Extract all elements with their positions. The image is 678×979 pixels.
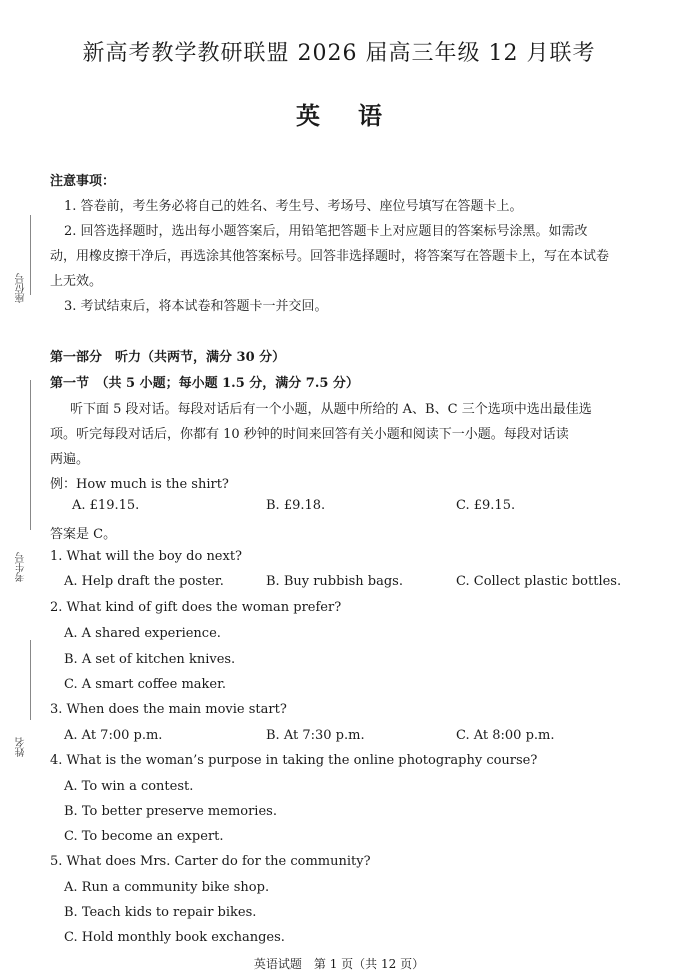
notice-heading: 注意事项： <box>50 174 116 189</box>
option-b: B. At 7:30 p.m. <box>266 728 365 743</box>
notice-item: 上无效。 <box>50 274 103 289</box>
option-b: B. £9.18. <box>266 498 326 513</box>
question-4: 4. What is the woman’s purpose in taking the online photography course? <box>50 753 538 768</box>
question-1: 1. What will the boy do next? <box>50 549 243 564</box>
question-2: 2. What kind of gift does the woman prefer? <box>50 600 342 615</box>
option-b: B. Teach kids to repair bikes. <box>64 905 257 920</box>
option-c: C. Collect plastic bottles. <box>456 574 622 589</box>
option-c: C. Hold monthly book exchanges. <box>64 930 285 945</box>
example-question: 例：How much is the shirt? <box>50 477 229 492</box>
notice-item: 3. 考试结束后，将本试卷和答题卡一并交回。 <box>64 299 328 314</box>
option-a: A. £19.15. <box>72 498 140 513</box>
page-footer: 英语试题 第 1 页（共 12 页） <box>253 957 425 971</box>
option-b: B. A set of kitchen knives. <box>64 652 236 667</box>
option-c: C. £9.15. <box>456 498 516 513</box>
option-c: C. At 8:00 p.m. <box>456 728 555 743</box>
notice-item: 1. 答卷前，考生务必将自己的姓名、考生号、考场号、座位号填写在答题卡上。 <box>64 199 523 214</box>
part-heading: 第一部分 听力（共两节，满分 30 分） <box>50 350 286 365</box>
subject-title: 英语 <box>296 101 420 130</box>
option-a: A. Help draft the poster. <box>64 574 224 589</box>
name-label: 姓名 <box>16 737 27 757</box>
notice-item: 动，用橡皮擦干净后，再选涂其他答案标号。回答非选择题时，将答案写在答题卡上，写在本试卷 <box>50 249 610 264</box>
exam-number-label: 考生号 <box>16 552 27 582</box>
option-c: C. A smart coffee maker. <box>64 677 227 692</box>
example-answer: 答案是 C。 <box>50 527 117 542</box>
notice-item: 2. 回答选择题时，选出每小题答案后，用铅笔把答题卡上对应题目的答案标号涂黑。如需改 <box>64 224 588 239</box>
instruction-line: 听下面 5 段对话。每段对话后有一个小题，从题中所给的 A、B、C 三个选项中选出最佳选 <box>70 402 592 417</box>
seat-number-label: 座位号 <box>16 273 27 303</box>
instruction-line: 项。听完每段对话后，你都有 10 秒钟的时间来回答有关小题和阅读下一小题。每段对话读 <box>50 427 569 442</box>
option-c: C. To become an expert. <box>64 829 224 844</box>
option-a: A. At 7:00 p.m. <box>64 728 163 743</box>
option-a: A. Run a community bike shop. <box>64 880 270 895</box>
option-b: B. Buy rubbish bags. <box>266 574 403 589</box>
question-3: 3. When does the main movie start? <box>50 702 287 717</box>
binding-line <box>30 640 31 720</box>
question-5: 5. What does Mrs. Carter do for the community? <box>50 854 371 869</box>
binding-line <box>30 380 31 530</box>
binding-line <box>30 215 31 295</box>
option-a: A. To win a contest. <box>64 779 194 794</box>
exam-title: 新高考教学教研联盟 2026 届高三年级 12 月联考 <box>82 41 596 66</box>
section-heading: 第一节 （共 5 小题；每小题 1.5 分，满分 7.5 分） <box>50 376 359 391</box>
instruction-line: 两遍。 <box>50 452 90 467</box>
option-b: B. To better preserve memories. <box>64 804 277 819</box>
option-a: A. A shared experience. <box>64 626 221 641</box>
